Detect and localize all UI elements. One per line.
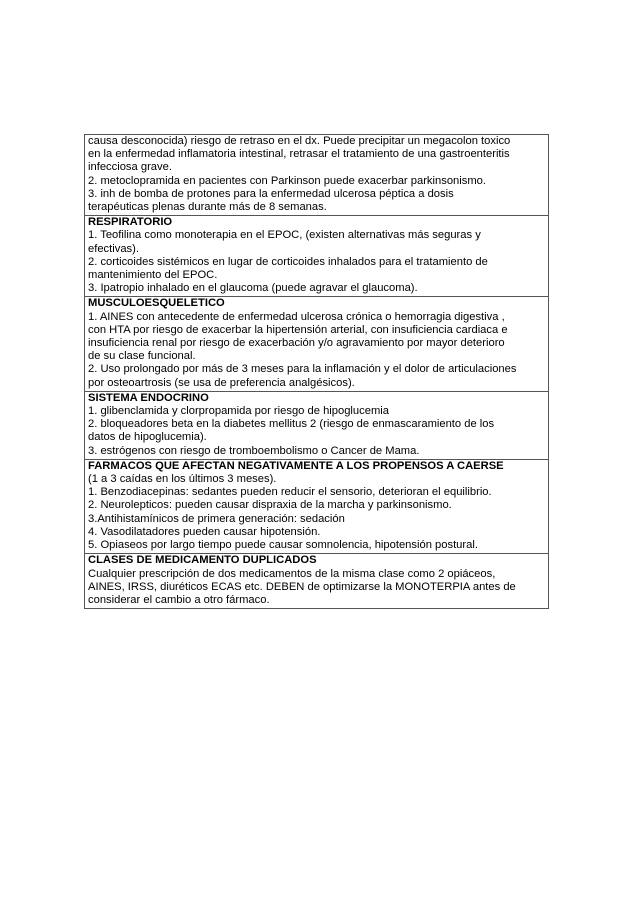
text-line: (1 a 3 caídas en los últimos 3 meses). bbox=[88, 473, 277, 486]
section-heading: FARMACOS QUE AFECTAN NEGATIVAMENTE A LOS PROPENSOS A CAERSE bbox=[88, 459, 504, 472]
text-line: Cualquier prescripción de dos medicamentos de la misma clase como 2 opiáceos, bbox=[88, 567, 496, 580]
text-line: infecciosa grave. bbox=[88, 161, 172, 174]
text-line: 3. Ipatropio inhalado en el glaucoma (puede agravar el glaucoma). bbox=[88, 282, 418, 295]
text-line: 2. corticoides sistémicos en lugar de corticoides inhalados para el tratamiento de bbox=[88, 255, 488, 268]
text-line: con HTA por riesgo de exacerbar la hipertensión arterial, con insuficiencia cardiaca e bbox=[88, 323, 508, 336]
text-line: considerar el cambio a otro fármaco. bbox=[88, 593, 270, 606]
text-line: AINES, IRSS, diuréticos ECAS etc. DEBEN de optimizarse la MONOTERPIA antes de bbox=[88, 580, 516, 593]
section-cell-sistema-endocrino bbox=[85, 391, 549, 459]
table-row bbox=[85, 554, 549, 609]
text-line: 3. estrógenos con riesgo de tromboembolismo o Cancer de Mama. bbox=[88, 444, 420, 457]
section-heading: MUSCULOESQUELETICO bbox=[88, 297, 225, 310]
text-line: datos de hipoglucemia). bbox=[88, 431, 207, 444]
text-line: efectivas). bbox=[88, 242, 139, 255]
text-line: 2. Uso prolongado por más de 3 meses para la inflamación y el dolor de articulaciones bbox=[88, 363, 517, 376]
section-heading: SISTEMA ENDOCRINO bbox=[88, 391, 209, 404]
section-cell-caidas bbox=[85, 459, 549, 553]
table-row bbox=[85, 297, 549, 391]
text-line: 1. AINES con antecedente de enfermedad ulcerosa crónica o hemorragia digestiva , bbox=[88, 310, 505, 323]
text-line: 4. Vasodilatadores pueden causar hipotensión. bbox=[88, 525, 321, 538]
text-line: 2. bloqueadores beta en la diabetes mellitus 2 (riesgo de enmascaramiento de los bbox=[88, 418, 495, 431]
text-line: 5. Opiaseos por largo tiempo puede causar somnolencia, hipotensión postural. bbox=[88, 539, 478, 552]
table-row bbox=[85, 391, 549, 459]
text-line: 1. Benzodiacepinas: sedantes pueden reducir el sensorio, deterioran el equilibrio. bbox=[88, 486, 492, 499]
text-line: insuficiencia renal por riesgo de exacerbación y/o agravamiento por mayor deterioro bbox=[88, 337, 505, 350]
section-heading: RESPIRATORIO bbox=[88, 216, 173, 229]
text-line: 2. Neurolepticos: pueden causar dispraxia de la marcha y parkinsonismo. bbox=[88, 499, 452, 512]
table-row bbox=[85, 459, 549, 553]
text-line: causa desconocida) riesgo de retraso en el dx. Puede precipitar un megacolon toxico bbox=[88, 135, 511, 147]
section-cell-continuation bbox=[85, 135, 549, 216]
table-row bbox=[85, 135, 549, 216]
text-line: de su clase funcional. bbox=[88, 350, 196, 363]
text-line: por osteoartrosis (se usa de preferencia analgésicos). bbox=[88, 376, 355, 389]
section-cell-respiratorio bbox=[85, 216, 549, 297]
text-line: terapéuticas plenas durante más de 8 semanas. bbox=[88, 201, 327, 214]
text-line: 3.Antihistamínicos de primera generación: sedación bbox=[88, 512, 345, 525]
section-cell-musculoesqueletico bbox=[85, 297, 549, 391]
section-heading: CLASES DE MEDICAMENTO DUPLICADOS bbox=[88, 554, 317, 567]
text-line: 1. Teofilina como monoterapia en el EPOC, (existen alternativas más seguras y bbox=[88, 229, 481, 242]
medication-criteria-table bbox=[84, 134, 549, 609]
text-line: en la enfermedad inflamatoria intestinal, retrasar el tratamiento de una gastroenteritis bbox=[88, 148, 510, 161]
section-cell-duplicados bbox=[85, 554, 549, 609]
text-line: 1. glibenclamida y clorpropamida por riesgo de hipoglucemia bbox=[88, 405, 389, 418]
table-row bbox=[85, 216, 549, 297]
text-line: 3. inh de bomba de protones para la enfermedad ulcerosa péptica a dosis bbox=[88, 187, 454, 200]
text-line: 2. metoclopramida en pacientes con Parkinson puede exacerbar parkinsonismo. bbox=[88, 174, 487, 187]
text-line: mantenimiento del EPOC. bbox=[88, 269, 218, 282]
